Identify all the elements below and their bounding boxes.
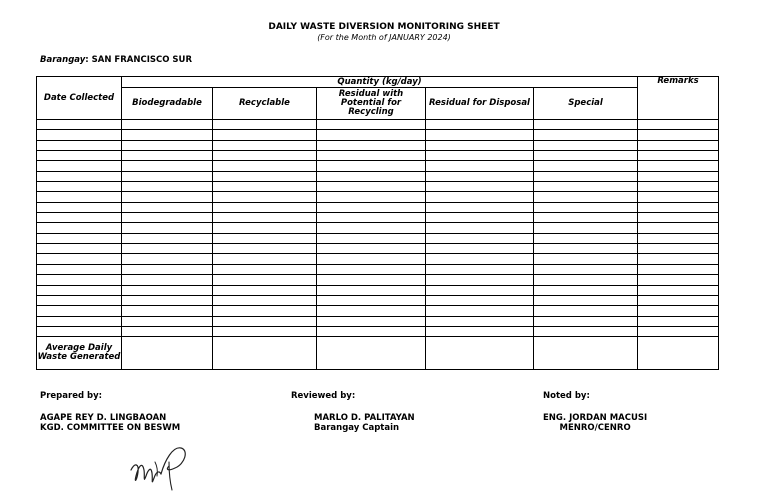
table-cell[interactable] bbox=[426, 140, 534, 150]
table-cell[interactable] bbox=[638, 213, 719, 223]
reviewed-by-title: Barangay Captain bbox=[314, 423, 400, 433]
table-row bbox=[37, 223, 719, 233]
header-residual-recycling: Residual with Potential for Recycling bbox=[317, 88, 426, 120]
table-cell[interactable] bbox=[426, 233, 534, 243]
table-cell[interactable] bbox=[122, 192, 213, 202]
table-row bbox=[37, 306, 719, 316]
table-cell[interactable] bbox=[122, 161, 213, 171]
barangay-label: Barangay bbox=[40, 55, 86, 65]
table-cell[interactable] bbox=[37, 254, 122, 264]
table-row bbox=[37, 254, 719, 264]
table-cell[interactable] bbox=[37, 223, 122, 233]
table-cell[interactable] bbox=[37, 244, 122, 254]
table-cell[interactable] bbox=[37, 264, 122, 274]
table-cell[interactable] bbox=[534, 151, 638, 161]
table-cell[interactable] bbox=[37, 161, 122, 171]
table-cell[interactable] bbox=[37, 306, 122, 316]
table-cell[interactable] bbox=[37, 182, 122, 192]
table-cell[interactable] bbox=[426, 295, 534, 305]
header-quantity-group: Quantity (kg/day) bbox=[122, 77, 638, 88]
table-cell[interactable] bbox=[638, 254, 719, 264]
prepared-by-label: Prepared by: bbox=[40, 391, 103, 401]
reviewed-by-label: Reviewed by: bbox=[291, 391, 356, 401]
table-cell[interactable] bbox=[122, 140, 213, 150]
average-cell[interactable] bbox=[213, 337, 317, 370]
table-row bbox=[37, 171, 719, 181]
table-cell[interactable] bbox=[317, 223, 426, 233]
table-cell[interactable] bbox=[122, 120, 213, 130]
table-cell[interactable] bbox=[638, 120, 719, 130]
reviewed-by-name: MARLO D. PALITAYAN bbox=[314, 413, 415, 423]
table-cell[interactable] bbox=[534, 161, 638, 171]
table-cell[interactable] bbox=[213, 213, 317, 223]
table-cell[interactable] bbox=[213, 140, 317, 150]
reviewed-by-block bbox=[314, 413, 415, 433]
noted-by-label: Noted by: bbox=[543, 391, 590, 401]
table-cell[interactable] bbox=[213, 295, 317, 305]
table-cell[interactable] bbox=[37, 202, 122, 212]
table-row bbox=[37, 213, 719, 223]
table-cell[interactable] bbox=[213, 130, 317, 140]
table-cell[interactable] bbox=[534, 316, 638, 326]
table-cell[interactable] bbox=[122, 182, 213, 192]
table-row bbox=[37, 140, 719, 150]
table-cell[interactable] bbox=[213, 306, 317, 316]
header-date-collected: Date Collected bbox=[37, 77, 122, 120]
table-cell[interactable] bbox=[213, 192, 317, 202]
table-cell[interactable] bbox=[317, 326, 426, 336]
average-cell[interactable] bbox=[534, 337, 638, 370]
table-cell[interactable] bbox=[317, 140, 426, 150]
table-cell[interactable] bbox=[426, 306, 534, 316]
average-row bbox=[37, 337, 719, 370]
table-cell[interactable] bbox=[37, 326, 122, 336]
table-cell[interactable] bbox=[534, 223, 638, 233]
table-cell[interactable] bbox=[213, 326, 317, 336]
header-special: Special bbox=[534, 88, 638, 120]
table-cell[interactable] bbox=[534, 233, 638, 243]
table-cell[interactable] bbox=[426, 316, 534, 326]
table-row bbox=[37, 316, 719, 326]
table-cell[interactable] bbox=[534, 202, 638, 212]
table-cell[interactable] bbox=[122, 223, 213, 233]
barangay-line: Barangay: SAN FRANCISCO SUR bbox=[40, 55, 192, 65]
table-cell[interactable] bbox=[122, 326, 213, 336]
table-cell[interactable] bbox=[638, 326, 719, 336]
table-row bbox=[37, 326, 719, 336]
noted-by-name: ENG. JORDAN MACUSI bbox=[543, 413, 648, 423]
table-cell[interactable] bbox=[534, 244, 638, 254]
sheet-title: DAILY WASTE DIVERSION MONITORING SHEET bbox=[268, 22, 500, 32]
table-cell[interactable] bbox=[317, 171, 426, 181]
table-cell[interactable] bbox=[426, 244, 534, 254]
table-cell[interactable] bbox=[426, 171, 534, 181]
prepared-by-block bbox=[40, 413, 180, 433]
table-cell[interactable] bbox=[534, 130, 638, 140]
table-cell[interactable] bbox=[37, 213, 122, 223]
table-cell[interactable] bbox=[638, 130, 719, 140]
table-cell[interactable] bbox=[122, 213, 213, 223]
table-cell[interactable] bbox=[213, 171, 317, 181]
table-cell[interactable] bbox=[317, 130, 426, 140]
sheet-subtitle: (For the Month of JANUARY 2024) bbox=[317, 33, 451, 42]
table-cell[interactable] bbox=[638, 244, 719, 254]
table-cell[interactable] bbox=[213, 285, 317, 295]
table-cell[interactable] bbox=[122, 264, 213, 274]
table-cell[interactable] bbox=[638, 285, 719, 295]
average-cell[interactable] bbox=[638, 337, 719, 370]
table-cell[interactable] bbox=[426, 151, 534, 161]
table-cell[interactable] bbox=[317, 213, 426, 223]
table-cell[interactable] bbox=[37, 316, 122, 326]
noted-by-block bbox=[543, 413, 647, 433]
table-row bbox=[37, 295, 719, 305]
table-cell[interactable] bbox=[534, 326, 638, 336]
waste-monitoring-table bbox=[36, 76, 719, 370]
table-cell[interactable] bbox=[534, 254, 638, 264]
prepared-by-title: KGD. COMMITTEE ON BESWM bbox=[40, 423, 181, 433]
table-cell[interactable] bbox=[426, 326, 534, 336]
table-cell[interactable] bbox=[213, 161, 317, 171]
handwritten-signature bbox=[125, 440, 195, 492]
table-row bbox=[37, 275, 719, 285]
table-row bbox=[37, 285, 719, 295]
table-cell[interactable] bbox=[638, 140, 719, 150]
table-cell[interactable] bbox=[122, 202, 213, 212]
table-cell[interactable] bbox=[37, 171, 122, 181]
table-cell[interactable] bbox=[317, 192, 426, 202]
table-cell[interactable] bbox=[638, 192, 719, 202]
table-cell[interactable] bbox=[638, 171, 719, 181]
table-cell[interactable] bbox=[426, 254, 534, 264]
table-cell[interactable] bbox=[122, 151, 213, 161]
average-cell[interactable] bbox=[426, 337, 534, 370]
table-cell[interactable] bbox=[317, 202, 426, 212]
table-cell[interactable] bbox=[122, 244, 213, 254]
table-row bbox=[37, 233, 719, 243]
table-cell[interactable] bbox=[638, 233, 719, 243]
average-cell[interactable] bbox=[122, 337, 213, 370]
table-cell[interactable] bbox=[317, 182, 426, 192]
table-cell[interactable] bbox=[317, 151, 426, 161]
table-cell[interactable] bbox=[426, 120, 534, 130]
table-cell[interactable] bbox=[426, 223, 534, 233]
table-cell[interactable] bbox=[317, 275, 426, 285]
table-cell[interactable] bbox=[122, 171, 213, 181]
table-cell[interactable] bbox=[213, 151, 317, 161]
table-cell[interactable] bbox=[638, 316, 719, 326]
table-cell[interactable] bbox=[638, 182, 719, 192]
table-row bbox=[37, 161, 719, 171]
table-cell[interactable] bbox=[37, 120, 122, 130]
table-cell[interactable] bbox=[213, 120, 317, 130]
table-cell[interactable] bbox=[213, 244, 317, 254]
table-cell[interactable] bbox=[534, 306, 638, 316]
table-row bbox=[37, 264, 719, 274]
table-cell[interactable] bbox=[534, 171, 638, 181]
table-body bbox=[37, 120, 719, 337]
table-cell[interactable] bbox=[426, 213, 534, 223]
barangay-value: SAN FRANCISCO SUR bbox=[91, 55, 192, 65]
table-cell[interactable] bbox=[638, 295, 719, 305]
table-cell[interactable] bbox=[122, 295, 213, 305]
table-cell[interactable] bbox=[213, 233, 317, 243]
table-cell[interactable] bbox=[426, 192, 534, 202]
table-cell[interactable] bbox=[317, 316, 426, 326]
table-cell[interactable] bbox=[638, 202, 719, 212]
table-cell[interactable] bbox=[317, 120, 426, 130]
header-recyclable: Recyclable bbox=[213, 88, 317, 120]
table-cell[interactable] bbox=[122, 130, 213, 140]
table-cell[interactable] bbox=[426, 130, 534, 140]
table-row bbox=[37, 151, 719, 161]
table-cell[interactable] bbox=[534, 192, 638, 202]
table-cell[interactable] bbox=[37, 285, 122, 295]
average-cell[interactable] bbox=[317, 337, 426, 370]
table-row bbox=[37, 244, 719, 254]
table-cell[interactable] bbox=[37, 140, 122, 150]
table-cell[interactable] bbox=[426, 275, 534, 285]
header-biodegradable: Biodegradable bbox=[122, 88, 213, 120]
table-cell[interactable] bbox=[122, 285, 213, 295]
table-cell[interactable] bbox=[426, 264, 534, 274]
table-cell[interactable] bbox=[213, 182, 317, 192]
table-cell[interactable] bbox=[122, 316, 213, 326]
table-cell[interactable] bbox=[317, 244, 426, 254]
table-cell[interactable] bbox=[426, 285, 534, 295]
table-cell[interactable] bbox=[213, 264, 317, 274]
table-row bbox=[37, 202, 719, 212]
prepared-by-name: AGAPE REY D. LINGBAOAN bbox=[40, 413, 167, 423]
header-residual-disposal: Residual for Disposal bbox=[426, 88, 534, 120]
table-cell[interactable] bbox=[122, 306, 213, 316]
table-cell[interactable] bbox=[534, 275, 638, 285]
table-cell[interactable] bbox=[317, 306, 426, 316]
table-row bbox=[37, 182, 719, 192]
table-row bbox=[37, 120, 719, 130]
table-cell[interactable] bbox=[317, 161, 426, 171]
table-cell[interactable] bbox=[213, 202, 317, 212]
table-cell[interactable] bbox=[317, 233, 426, 243]
table-cell[interactable] bbox=[638, 223, 719, 233]
table-cell[interactable] bbox=[426, 182, 534, 192]
table-cell[interactable] bbox=[37, 130, 122, 140]
table-cell[interactable] bbox=[37, 192, 122, 202]
table-cell[interactable] bbox=[426, 161, 534, 171]
table-cell[interactable] bbox=[638, 161, 719, 171]
table-cell[interactable] bbox=[638, 306, 719, 316]
table-cell[interactable] bbox=[534, 213, 638, 223]
table-cell[interactable] bbox=[213, 275, 317, 285]
table-cell[interactable] bbox=[638, 151, 719, 161]
table-cell[interactable] bbox=[213, 254, 317, 264]
table-cell[interactable] bbox=[638, 275, 719, 285]
table-cell[interactable] bbox=[213, 316, 317, 326]
table-cell[interactable] bbox=[534, 140, 638, 150]
table-cell[interactable] bbox=[37, 295, 122, 305]
table-row bbox=[37, 130, 719, 140]
table-cell[interactable] bbox=[534, 295, 638, 305]
table-cell[interactable] bbox=[534, 285, 638, 295]
table-cell[interactable] bbox=[317, 295, 426, 305]
noted-by-title: MENRO/CENRO bbox=[559, 423, 631, 433]
table-cell[interactable] bbox=[122, 254, 213, 264]
table-cell[interactable] bbox=[317, 285, 426, 295]
table-cell[interactable] bbox=[317, 254, 426, 264]
table-cell[interactable] bbox=[122, 233, 213, 243]
table-cell[interactable] bbox=[426, 202, 534, 212]
header-remarks: Remarks bbox=[638, 77, 719, 120]
table-cell[interactable] bbox=[213, 223, 317, 233]
table-cell[interactable] bbox=[122, 275, 213, 285]
table-cell[interactable] bbox=[37, 151, 122, 161]
average-daily-waste-label: Average Daily Waste Generated bbox=[37, 337, 122, 370]
table-cell[interactable] bbox=[37, 233, 122, 243]
table-cell[interactable] bbox=[534, 120, 638, 130]
table-cell[interactable] bbox=[534, 264, 638, 274]
table-cell[interactable] bbox=[317, 264, 426, 274]
table-row bbox=[37, 192, 719, 202]
table-cell[interactable] bbox=[534, 182, 638, 192]
table-cell[interactable] bbox=[37, 275, 122, 285]
table-cell[interactable] bbox=[638, 264, 719, 274]
